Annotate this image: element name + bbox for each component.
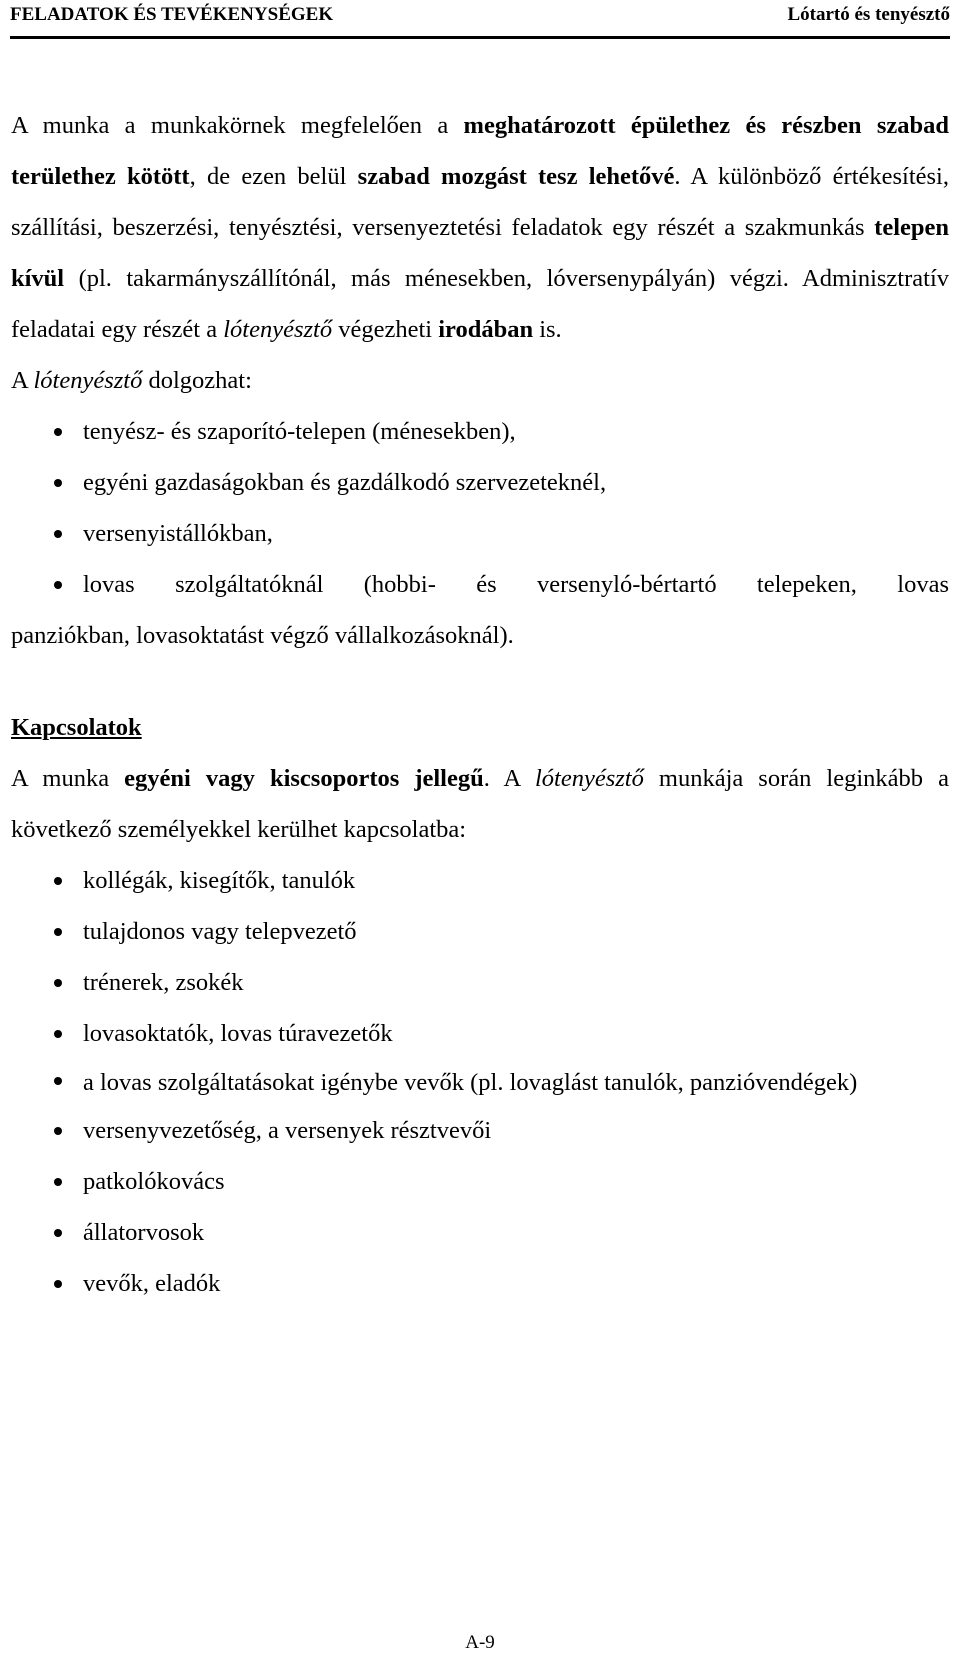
contacts-paragraph [11, 753, 949, 855]
bullet-icon [54, 1127, 62, 1135]
list-item [11, 1207, 949, 1258]
bullet-icon [54, 1077, 62, 1085]
work-environment-paragraph [11, 100, 949, 355]
list-item-text: egyéni gazdaságokban és gazdálkodó szervezeteknél, [83, 469, 607, 496]
list-item-text: kollégák, kisegítők, tanulók [83, 867, 356, 894]
text-span: . A [483, 765, 535, 792]
list-item [11, 1008, 949, 1059]
list-item-text: versenyistállókban, [83, 520, 273, 547]
bullet-icon [54, 1030, 62, 1038]
text-span: végezheti [332, 316, 439, 343]
list-item [11, 406, 949, 457]
list-item-text: tulajdonos vagy telepvezető [83, 918, 357, 945]
bullet-icon [54, 1280, 62, 1288]
bold-span: meghatározott épülethez és részben szabad területhez kötött [11, 112, 949, 190]
bold-span: szabad mozgást tesz lehetővé [357, 163, 675, 190]
bold-span: egyéni vagy kiscsoportos jellegű [124, 765, 484, 792]
text-span: A munka a munkakörnek megfelelően a [11, 112, 464, 139]
text-span: is. [533, 316, 562, 343]
text-span: . A különböző értékesítési, szállítási, beszerzési, tenyésztési, versenyeztetési feladatok egy részét a szakmunkás [11, 163, 949, 241]
page-number: A-9 [465, 1632, 495, 1653]
italic-span: lótenyésztő [223, 316, 333, 343]
bullet-icon [54, 530, 62, 538]
list-item-text: lovas szolgáltatóknál (hobbi- és versenyló-bértartó telepeken, lovas [83, 571, 949, 598]
bullet-icon [54, 428, 62, 436]
bold-span: irodában [438, 316, 534, 343]
list-item-continuation: panziókban, lovasoktatást végző vállalkozásoknál). [11, 622, 514, 649]
list-item-text: vevők, eladók [83, 1270, 221, 1297]
page-header [10, 0, 950, 39]
list-item [11, 1156, 949, 1207]
text-span: (pl. takarmányszállítónál, más ménesekben, lóversenypályán) végzi. Adminisztratív feladatai egy részét a [11, 265, 949, 343]
italic-span: lótenyésztő [33, 367, 143, 394]
bullet-icon [54, 979, 62, 987]
bold-span: telepen kívül [11, 214, 949, 292]
text-span: dolgozhat: [142, 367, 252, 394]
italic-span: lótenyésztő [534, 765, 644, 792]
list-item [11, 508, 949, 559]
list-item [11, 1059, 949, 1105]
bullet-icon [54, 479, 62, 487]
list-item-text: patkolókovács [83, 1168, 225, 1195]
workplaces-list [11, 406, 949, 610]
text-span: munkája során leginkább a következő személyekkel kerülhet kapcsolatba: [11, 765, 949, 843]
list-item [11, 457, 949, 508]
bullet-icon [54, 877, 62, 885]
list-item [11, 855, 949, 906]
list-item [11, 1258, 949, 1309]
workplaces-intro [11, 355, 949, 406]
bullet-icon [54, 1178, 62, 1186]
list-item [11, 1105, 949, 1156]
list-item-text: tenyész- és szaporító-telepen (ménesekben), [83, 418, 516, 445]
list-item [11, 906, 949, 957]
text-span: A [11, 367, 34, 394]
list-item-text: trénerek, zsokék [83, 969, 244, 996]
header-section-title: FELADATOK ÉS TEVÉKENYSÉGEK [10, 4, 334, 25]
list-item-text: a lovas szolgáltatásokat igénybe vevők (pl. lovaglást tanulók, panzióvendégek) [83, 1069, 858, 1096]
list-item-text: versenyvezetőség, a versenyek résztvevői [83, 1117, 492, 1144]
text-span: A munka [11, 765, 125, 792]
page-content [11, 100, 949, 1309]
list-item [11, 559, 949, 610]
bullet-icon [54, 1229, 62, 1237]
list-item-text: állatorvosok [83, 1219, 205, 1246]
bullet-icon [54, 928, 62, 936]
section-heading: Kapcsolatok [11, 714, 142, 741]
list-item [11, 957, 949, 1008]
list-item-text: lovasoktatók, lovas túravezetők [83, 1020, 393, 1047]
text-span: , de ezen belül [189, 163, 358, 190]
header-document-title: Lótartó és tenyésztő [787, 4, 950, 25]
contacts-list [11, 855, 949, 1309]
bullet-icon [54, 581, 62, 589]
